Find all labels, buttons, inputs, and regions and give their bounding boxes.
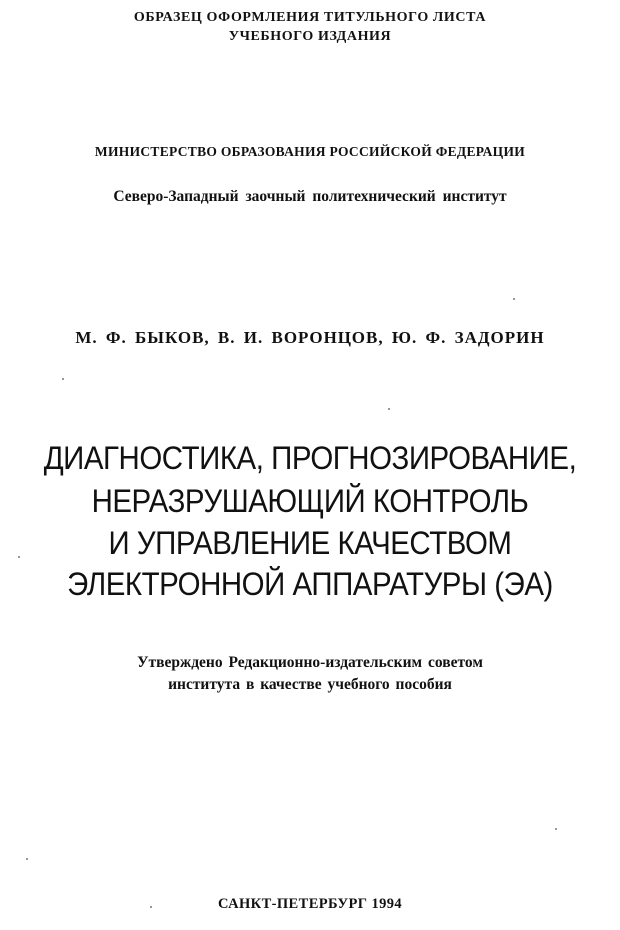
title-line-1: ДИАГНОСТИКА, ПРОГНОЗИРОВАНИЕ, [43, 440, 577, 476]
title-line-3: И УПРАВЛЕНИЕ КАЧЕСТВОМ [108, 525, 512, 561]
sample-header-line-2: УЧЕБНОГО ИЗДАНИЯ [228, 29, 392, 44]
scan-speck [26, 858, 28, 860]
place-and-year: САНКТ-ПЕТЕРБУРГ 1994 [217, 896, 403, 912]
sample-header-line-1: ОБРАЗЕЦ ОФОРМЛЕНИЯ ТИТУЛЬНОГО ЛИСТА [133, 10, 487, 25]
authors: М. Ф. БЫКОВ, В. И. ВОРОНЦОВ, Ю. Ф. ЗАДОРИН [75, 328, 545, 347]
ministry-name: МИНИСТЕРСТВО ОБРАЗОВАНИЯ РОССИЙСКОЙ ФЕДЕРАЦИИ [94, 144, 526, 159]
institute-name: Северо-Западный заочный политехнический институт [113, 188, 507, 205]
approval-line-1: Утверждено Редакционно-издательским советом [137, 654, 483, 671]
scan-speck [513, 298, 515, 300]
title-line-2: НЕРАЗРУШАЮЩИЙ КОНТРОЛЬ [91, 483, 529, 519]
scan-speck [388, 408, 390, 410]
scan-speck [18, 556, 20, 558]
scan-speck [150, 906, 152, 908]
scan-speck [62, 378, 64, 380]
scan-speck [555, 828, 557, 830]
approval-line-2: института в качестве учебного пособия [168, 676, 452, 693]
title-line-4: ЭЛЕКТРОННОЙ АППАРАТУРЫ (ЭА) [67, 566, 553, 602]
